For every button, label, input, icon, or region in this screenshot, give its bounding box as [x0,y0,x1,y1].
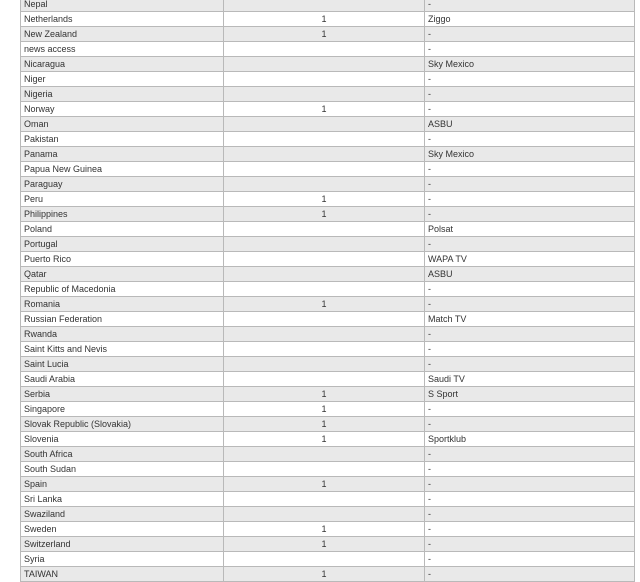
count-cell: 1 [224,297,425,312]
broadcaster-cell: - [425,207,635,222]
country-cell: Spain [21,477,224,492]
country-cell: Panama [21,147,224,162]
broadcaster-cell: Sky Mexico [425,57,635,72]
count-cell [224,147,425,162]
count-cell [224,177,425,192]
broadcaster-cell: - [425,567,635,582]
count-cell [224,252,425,267]
count-cell [224,87,425,102]
table-row [21,237,635,252]
count-cell: 1 [224,12,425,27]
country-cell: Sri Lanka [21,492,224,507]
count-cell [224,117,425,132]
country-cell: Rwanda [21,327,224,342]
table-row [21,552,635,567]
broadcaster-cell: - [425,162,635,177]
country-cell: Saint Lucia [21,357,224,372]
country-cell: Republic of Macedonia [21,282,224,297]
table-row [21,147,635,162]
count-cell: 1 [224,402,425,417]
table-row [21,192,635,207]
broadcaster-cell: Match TV [425,312,635,327]
table-row [21,87,635,102]
broadcaster-cell: Ziggo [425,12,635,27]
count-cell [224,132,425,147]
table-row [21,372,635,387]
broadcaster-cell: Saudi TV [425,372,635,387]
broadcaster-cell: - [425,357,635,372]
count-cell: 1 [224,432,425,447]
table-row [21,327,635,342]
count-cell [224,507,425,522]
count-cell [224,552,425,567]
broadcaster-cell: - [425,27,635,42]
count-cell: 1 [224,387,425,402]
count-cell [224,42,425,57]
broadcaster-cell: - [425,522,635,537]
broadcaster-cell: - [425,342,635,357]
country-cell: Philippines [21,207,224,222]
broadcaster-cell: ASBU [425,117,635,132]
broadcaster-cell: - [425,237,635,252]
country-cell: Nepal [21,0,224,12]
count-cell: 1 [224,522,425,537]
country-cell: Russian Federation [21,312,224,327]
country-cell: news access [21,42,224,57]
table-row [21,72,635,87]
country-cell: Niger [21,72,224,87]
broadcaster-cell: Sky Mexico [425,147,635,162]
count-cell: 1 [224,477,425,492]
broadcaster-cell: - [425,417,635,432]
country-cell: Pakistan [21,132,224,147]
broadcaster-cell: - [425,537,635,552]
count-cell [224,162,425,177]
country-cell: Sweden [21,522,224,537]
broadcaster-table [20,0,635,582]
broadcaster-cell: - [425,477,635,492]
country-cell: Puerto Rico [21,252,224,267]
country-cell: Peru [21,192,224,207]
table-row [21,27,635,42]
country-cell: Slovak Republic (Slovakia) [21,417,224,432]
count-cell [224,282,425,297]
table-row [21,522,635,537]
broadcaster-cell: - [425,177,635,192]
table-row [21,57,635,72]
country-cell: South Africa [21,447,224,462]
table-row [21,267,635,282]
broadcaster-cell: Sportklub [425,432,635,447]
table-row [21,42,635,57]
country-cell: Nigeria [21,87,224,102]
country-cell: Qatar [21,267,224,282]
table-row [21,12,635,27]
table-row [21,492,635,507]
broadcaster-cell: - [425,552,635,567]
table-row [21,117,635,132]
table-row [21,312,635,327]
table-row [21,207,635,222]
country-cell: TAIWAN [21,567,224,582]
country-cell: Serbia [21,387,224,402]
broadcaster-cell: - [425,492,635,507]
broadcaster-cell: - [425,192,635,207]
broadcaster-cell: - [425,462,635,477]
table-row [21,462,635,477]
table-row [21,567,635,582]
table-row [21,357,635,372]
country-cell: Swaziland [21,507,224,522]
count-cell [224,222,425,237]
count-cell: 1 [224,102,425,117]
table-row [21,387,635,402]
broadcaster-cell: - [425,0,635,12]
count-cell [224,267,425,282]
country-cell: Netherlands [21,12,224,27]
count-cell [224,357,425,372]
broadcaster-cell: WAPA TV [425,252,635,267]
broadcaster-cell: - [425,507,635,522]
count-cell [224,72,425,87]
broadcaster-cell: - [425,102,635,117]
broadcaster-cell: Polsat [425,222,635,237]
count-cell [224,447,425,462]
count-cell [224,312,425,327]
country-cell: Romania [21,297,224,312]
country-cell: Portugal [21,237,224,252]
count-cell [224,0,425,12]
table-row [21,432,635,447]
broadcaster-cell: - [425,72,635,87]
table-row [21,297,635,312]
table-row [21,282,635,297]
table-row [21,447,635,462]
broadcaster-cell: ASBU [425,267,635,282]
country-cell: Paraguay [21,177,224,192]
count-cell [224,492,425,507]
broadcaster-cell: S Sport [425,387,635,402]
broadcaster-table-container [20,0,625,582]
country-cell: Singapore [21,402,224,417]
country-cell: Syria [21,552,224,567]
broadcaster-cell: - [425,282,635,297]
count-cell [224,237,425,252]
table-row [21,0,635,12]
country-cell: Slovenia [21,432,224,447]
count-cell: 1 [224,417,425,432]
country-cell: Poland [21,222,224,237]
country-cell: Papua New Guinea [21,162,224,177]
country-cell: Oman [21,117,224,132]
country-cell: Saudi Arabia [21,372,224,387]
count-cell: 1 [224,567,425,582]
country-cell: Norway [21,102,224,117]
count-cell: 1 [224,207,425,222]
table-row [21,222,635,237]
count-cell [224,342,425,357]
country-cell: South Sudan [21,462,224,477]
count-cell: 1 [224,537,425,552]
table-row [21,102,635,117]
table-row [21,162,635,177]
table-row [21,342,635,357]
broadcaster-cell: - [425,87,635,102]
country-cell: Saint Kitts and Nevis [21,342,224,357]
country-cell: New Zealand [21,27,224,42]
table-row [21,537,635,552]
count-cell [224,462,425,477]
broadcaster-cell: - [425,297,635,312]
table-row [21,252,635,267]
table-row [21,402,635,417]
table-row [21,132,635,147]
count-cell [224,57,425,72]
count-cell: 1 [224,27,425,42]
table-row [21,507,635,522]
count-cell: 1 [224,192,425,207]
table-row [21,177,635,192]
table-row [21,477,635,492]
broadcaster-cell: - [425,402,635,417]
count-cell [224,327,425,342]
broadcaster-cell: - [425,42,635,57]
table-row [21,417,635,432]
country-cell: Switzerland [21,537,224,552]
broadcaster-cell: - [425,327,635,342]
broadcaster-cell: - [425,447,635,462]
country-cell: Nicaragua [21,57,224,72]
broadcaster-cell: - [425,132,635,147]
table-body [21,0,635,582]
count-cell [224,372,425,387]
